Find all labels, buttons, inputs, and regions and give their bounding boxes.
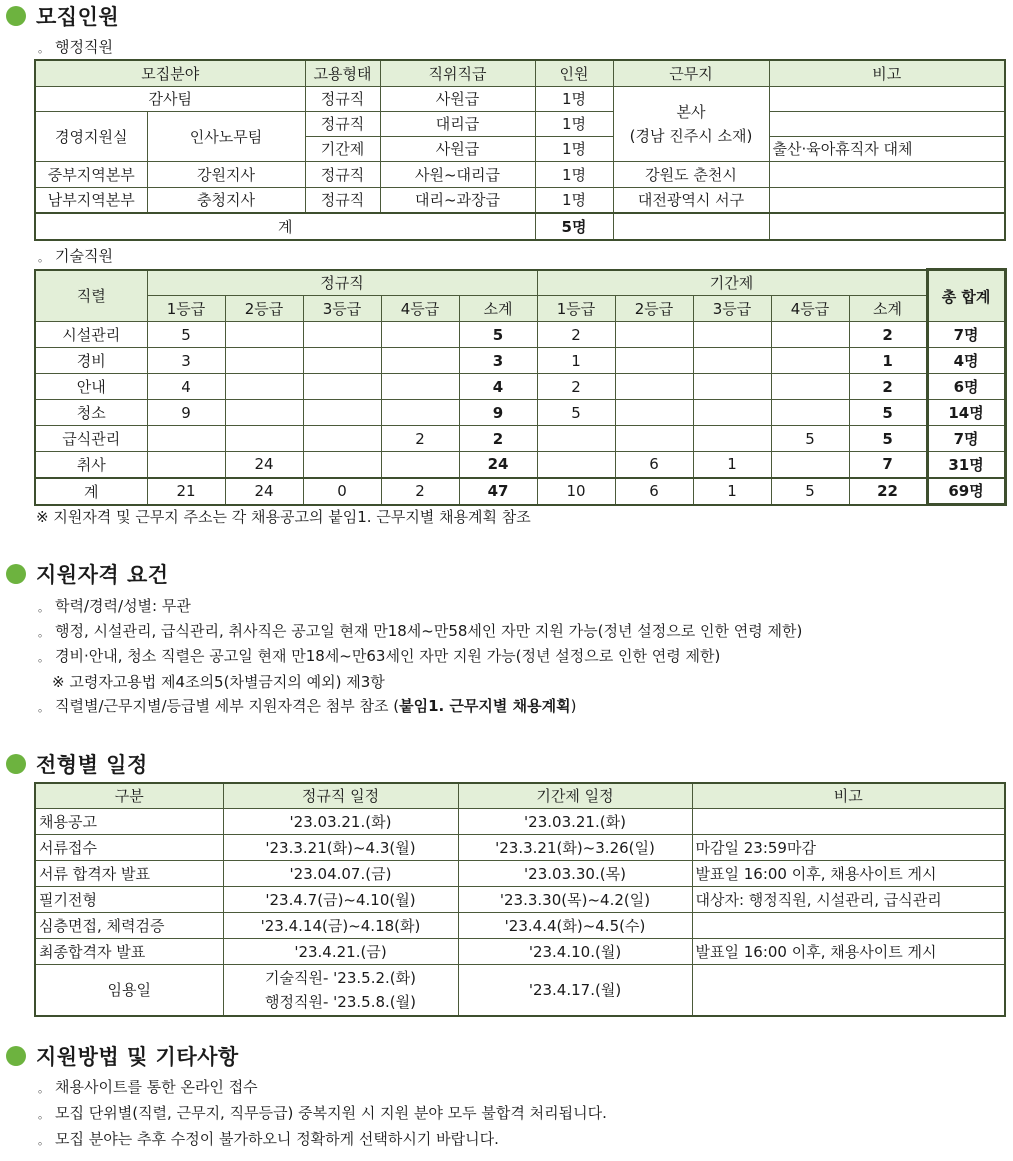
cell-value: [615, 322, 693, 348]
cell-value: [303, 322, 381, 348]
cell-value: 2: [537, 374, 615, 400]
admin-header: 인원: [535, 60, 613, 86]
contract-date: '23.3.30(목)~4.2(일): [458, 886, 692, 912]
cell-value: [303, 452, 381, 478]
cell-value: [225, 322, 303, 348]
cell-value: [615, 426, 693, 452]
cell-value: 7: [849, 452, 927, 478]
regular-date: '23.4.14(금)~4.18(화): [223, 912, 458, 938]
job-name: 취사: [35, 452, 147, 478]
stage-name: 심층면접, 체력검증: [35, 912, 223, 938]
grand-total: 7명: [927, 322, 1005, 348]
cell-value: [693, 348, 771, 374]
contract-date: '23.3.21(화)~3.26(일): [458, 834, 692, 860]
green-dot-icon: [6, 6, 26, 26]
cell-value: 2: [537, 322, 615, 348]
cell-value: [147, 452, 225, 478]
cell-value: 10: [537, 478, 615, 505]
section-qualification: [6, 559, 169, 589]
cell-value: [615, 374, 693, 400]
cell-value: [771, 348, 849, 374]
regular-date: '23.3.21(화)~4.3(월): [223, 834, 458, 860]
cell-value: 2: [459, 426, 537, 452]
job-name: 급식관리: [35, 426, 147, 452]
note: 발표일 16:00 이후, 채용사이트 게시: [692, 860, 1005, 886]
table-row: 경영지원실 인사노무팀 정규직 대리급 1명: [35, 111, 1005, 136]
tech-label: 。 기술직원: [38, 247, 113, 265]
qual-line: 。 행정, 시설관리, 급식관리, 취사직은 공고일 현재 만18세~만58세인 자만 지원 가능(정년 설정으로 인한 연령 제한): [38, 622, 803, 640]
grade-header: 3등급: [303, 296, 381, 322]
cell-value: [771, 322, 849, 348]
schedule-table: [34, 782, 1006, 1017]
table-row: [35, 886, 1005, 912]
grand-total: 6명: [927, 374, 1005, 400]
cell-value: [693, 426, 771, 452]
cell-value: 4: [459, 374, 537, 400]
cell-value: 5: [771, 426, 849, 452]
cell-value: 22: [849, 478, 927, 505]
cell-value: [303, 426, 381, 452]
cell-value: [381, 348, 459, 374]
cell-value: [771, 452, 849, 478]
section-schedule: [6, 749, 148, 779]
cell-value: [225, 400, 303, 426]
table-row: [35, 348, 1005, 374]
section-title: 지원방법 및 기타사항: [36, 1045, 239, 1069]
grand-total: 14명: [927, 400, 1005, 426]
cell-value: [225, 426, 303, 452]
cell-value: 5: [849, 426, 927, 452]
cell-value: 1: [693, 478, 771, 505]
cell-value: [771, 400, 849, 426]
cell-value: 5: [849, 400, 927, 426]
cell-value: 0: [303, 478, 381, 505]
table-row: [35, 834, 1005, 860]
contract-date: '23.03.30.(목): [458, 860, 692, 886]
cell-value: 24: [225, 452, 303, 478]
regular-date: '23.03.21.(화): [223, 808, 458, 834]
cell-value: 6: [615, 452, 693, 478]
cell-value: [693, 322, 771, 348]
note: [692, 912, 1005, 938]
grade-header: 2등급: [615, 296, 693, 322]
table-row: [35, 938, 1005, 964]
admin-header: 근무지: [613, 60, 769, 86]
green-dot-icon: [6, 1046, 26, 1066]
grade-header: 소계: [459, 296, 537, 322]
tech-header-regular: 정규직: [147, 270, 537, 296]
cell-value: 5: [147, 322, 225, 348]
grand-total: 31명: [927, 452, 1005, 478]
total-row: [35, 478, 1005, 505]
cell-value: 9: [459, 400, 537, 426]
grade-header: 2등급: [225, 296, 303, 322]
admin-header: 고용형태: [305, 60, 380, 86]
cell-value: 4: [147, 374, 225, 400]
cell-value: 2: [381, 478, 459, 505]
regular-date: '23.4.7(금)~4.10(월): [223, 886, 458, 912]
cell-value: 1: [849, 348, 927, 374]
method-line: 。 모집 분야는 추후 수정이 불가하오니 정확하게 선택하시기 바랍니다.: [38, 1130, 499, 1148]
schedule-header: 구분: [35, 783, 223, 808]
contract-date: '23.4.10.(월): [458, 938, 692, 964]
note: 출산·육아휴직자 대체: [769, 136, 1005, 161]
cell-value: [537, 426, 615, 452]
table-row: 남부지역본부 충청지사 정규직 대리~과장급 1명 대전광역시 서구: [35, 187, 1005, 213]
cell-value: [303, 400, 381, 426]
cell-value: [225, 374, 303, 400]
tech-table: [34, 268, 1007, 506]
cell-value: [771, 374, 849, 400]
tech-header-job: 직렬: [35, 270, 147, 322]
grade-header: 4등급: [381, 296, 459, 322]
cell-value: 47: [459, 478, 537, 505]
admin-header: 비고: [769, 60, 1005, 86]
grade-header: 1등급: [537, 296, 615, 322]
cell-value: [303, 374, 381, 400]
qual-line: 。 학력/경력/성별: 무관: [38, 597, 191, 615]
cell-value: 24: [459, 452, 537, 478]
cell-value: 3: [459, 348, 537, 374]
table-row: [35, 400, 1005, 426]
cell-value: [381, 322, 459, 348]
section-title: 전형별 일정: [36, 753, 148, 777]
contract-date: '23.4.4(화)~4.5(수): [458, 912, 692, 938]
cell-value: [381, 374, 459, 400]
qual-sub-line: ※ 고령자고용법 제4조의5(차별금지의 예외) 제3항: [52, 673, 385, 691]
stage-name: 필기전형: [35, 886, 223, 912]
cell-value: 3: [147, 348, 225, 374]
qual-line: 。 직렬별/근무지별/등급별 세부 지원자격은 첨부 참조 (붙임1. 근무지별 채용계획): [38, 697, 577, 715]
admin-header: 모집분야: [35, 60, 305, 86]
cell-value: 1: [537, 348, 615, 374]
stage-name: 임용일: [35, 964, 223, 1016]
stage-name: 채용공고: [35, 808, 223, 834]
job-name: 경비: [35, 348, 147, 374]
cell-value: 5: [771, 478, 849, 505]
stage-name: 서류접수: [35, 834, 223, 860]
tech-header-total: 총 합계: [927, 270, 1005, 322]
cell-value: 1: [693, 452, 771, 478]
cell-value: 24: [225, 478, 303, 505]
schedule-header: 비고: [692, 783, 1005, 808]
method-line: 。 모집 단위별(직렬, 근무지, 직무등급) 중복지원 시 지원 분야 모두 불합격 처리됩니다.: [38, 1104, 607, 1122]
grade-header: 소계: [849, 296, 927, 322]
cell-value: [693, 400, 771, 426]
cell-value: [615, 400, 693, 426]
section-title: 지원자격 요건: [36, 563, 169, 587]
job-name: 시설관리: [35, 322, 147, 348]
cell-value: 9: [147, 400, 225, 426]
cell-value: 2: [381, 426, 459, 452]
method-line: 。 채용사이트를 통한 온라인 접수: [38, 1078, 258, 1096]
table-row: 감사팀 정규직 사원급 1명 본사 (경남 진주시 소재): [35, 86, 1005, 111]
cell-value: [537, 452, 615, 478]
cell-value: 2: [849, 374, 927, 400]
total-row: 계 5명: [35, 213, 1005, 240]
grade-header: 3등급: [693, 296, 771, 322]
table-row: 중부지역본부 강원지사 정규직 사원~대리급 1명 강원도 춘천시: [35, 161, 1005, 187]
hq-place: 본사 (경남 진주시 소재): [613, 86, 769, 161]
job-name: 안내: [35, 374, 147, 400]
schedule-header: 정규직 일정: [223, 783, 458, 808]
table-row: [35, 808, 1005, 834]
regular-date: '23.4.21.(금): [223, 938, 458, 964]
job-name: 계: [35, 478, 147, 505]
table-row: [35, 912, 1005, 938]
section-recruit: [6, 1, 119, 31]
contract-date: '23.4.17.(월): [458, 964, 692, 1016]
regular-date: 기술직원- '23.5.2.(화) 행정직원- '23.5.8.(월): [223, 964, 458, 1016]
grand-total: 7명: [927, 426, 1005, 452]
green-dot-icon: [6, 754, 26, 774]
note: 발표일 16:00 이후, 채용사이트 게시: [692, 938, 1005, 964]
tech-footnote: ※ 지원자격 및 근무지 주소는 각 채용공고의 붙임1. 근무지별 채용계획 참조: [36, 508, 531, 526]
stage-name: 서류 합격자 발표: [35, 860, 223, 886]
note: 마감일 23:59마감: [692, 834, 1005, 860]
cell-value: [615, 348, 693, 374]
table-row: [35, 322, 1005, 348]
note: 대상자: 행정직원, 시설관리, 급식관리: [692, 886, 1005, 912]
table-row: [35, 452, 1005, 478]
grand-total: 4명: [927, 348, 1005, 374]
admin-label: 。 행정직원: [38, 38, 113, 56]
tech-header-contract: 기간제: [537, 270, 927, 296]
grade-header: 4등급: [771, 296, 849, 322]
green-dot-icon: [6, 564, 26, 584]
cell-value: 5: [537, 400, 615, 426]
cell-value: 6: [615, 478, 693, 505]
note: [692, 964, 1005, 1016]
grand-total: 69명: [927, 478, 1005, 505]
job-name: 청소: [35, 400, 147, 426]
cell-value: [381, 400, 459, 426]
regular-date: '23.04.07.(금): [223, 860, 458, 886]
grade-header: 1등급: [147, 296, 225, 322]
table-row: 기간제 사원급 1명 출산·육아휴직자 대체: [35, 136, 1005, 161]
cell-value: [693, 374, 771, 400]
table-row: [35, 426, 1005, 452]
cell-value: 2: [849, 322, 927, 348]
admin-header: 직위직급: [380, 60, 535, 86]
note: [692, 808, 1005, 834]
cell-value: [381, 452, 459, 478]
table-row: [35, 860, 1005, 886]
table-row: [35, 374, 1005, 400]
cell-value: [147, 426, 225, 452]
section-method: [6, 1041, 239, 1071]
cell-value: 21: [147, 478, 225, 505]
schedule-header: 기간제 일정: [458, 783, 692, 808]
stage-name: 최종합격자 발표: [35, 938, 223, 964]
table-row: [35, 964, 1005, 1016]
qual-line: 。 경비·안내, 청소 직렬은 공고일 현재 만18세~만63세인 자만 지원 가능(정년 설정으로 인한 연령 제한): [38, 647, 721, 665]
cell-value: [225, 348, 303, 374]
admin-table: [34, 59, 1006, 241]
contract-date: '23.03.21.(화): [458, 808, 692, 834]
cell-value: [303, 348, 381, 374]
cell-value: 5: [459, 322, 537, 348]
section-title: 모집인원: [36, 5, 120, 29]
